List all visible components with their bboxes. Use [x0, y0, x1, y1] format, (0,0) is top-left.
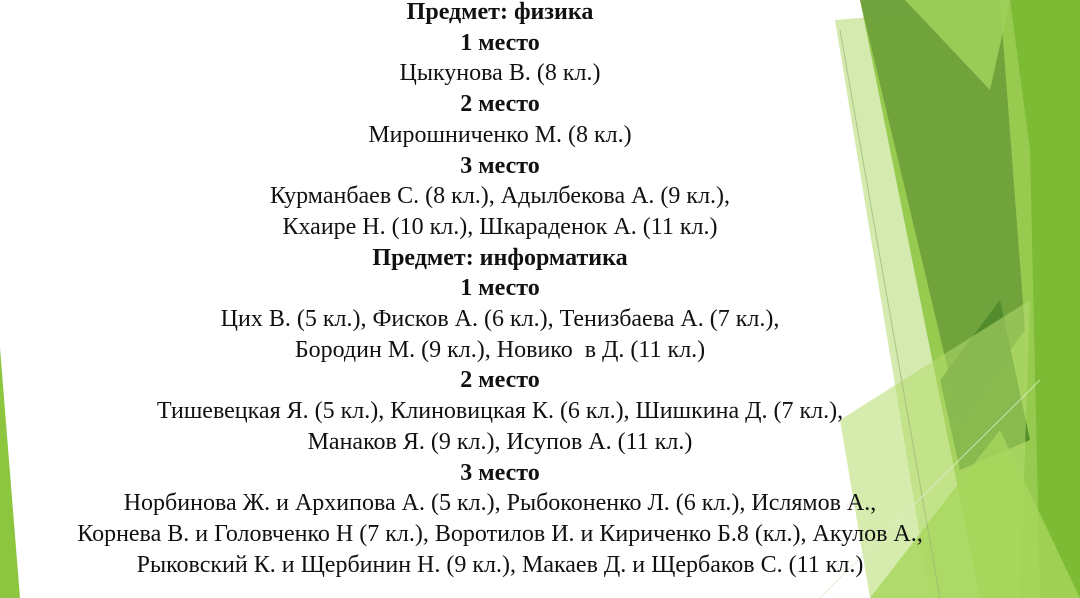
winners-line: Мирошниченко М. (8 кл.) [368, 121, 632, 148]
section-heading: 3 место [460, 459, 540, 486]
section-heading: Предмет: физика [406, 0, 594, 25]
winners-line: Корнева В. и Головченко Н (7 кл.), Воротилов И. и Кириченко Б.8 (кл.), Акулов А., [77, 520, 923, 547]
section-heading: 1 место [460, 29, 540, 56]
winners-line: Тишевецкая Я. (5 кл.), Клиновицкая К. (6 кл.), Шишкина Д. (7 кл.), [156, 398, 844, 425]
winners-line: Рыковский К. и Щербинин Н. (9 кл.), Макаев Д. и Щербаков С. (11 кл.) [136, 551, 864, 578]
winners-line: Кхаире Н. (10 кл.), Шкараденок А. (11 кл.) [282, 213, 718, 240]
section-heading: 3 место [460, 152, 540, 179]
winners-line: Цыкунова В. (8 кл.) [399, 60, 601, 87]
winners-line: Цих В. (5 кл.), Фисков А. (6 кл.), Тенизбаева А. (7 кл.), [220, 306, 780, 333]
winners-line: Курманбаев С. (8 кл.), Адылбекова А. (9 кл.), [269, 183, 731, 210]
section-heading: 2 место [460, 367, 540, 394]
section-heading: 1 место [460, 275, 540, 302]
winners-line: Норбинова Ж. и Архипова А. (5 кл.), Рыбоконенко Л. (6 кл.), Ислямов А., [123, 490, 877, 517]
section-heading: 2 место [460, 91, 540, 118]
section-heading: Предмет: информатика [372, 244, 628, 271]
winners-line: Бородин М. (9 кл.), Новико в Д. (11 кл.) [294, 336, 706, 363]
winners-line: Манаков Я. (9 кл.), Исупов А. (11 кл.) [307, 428, 693, 455]
